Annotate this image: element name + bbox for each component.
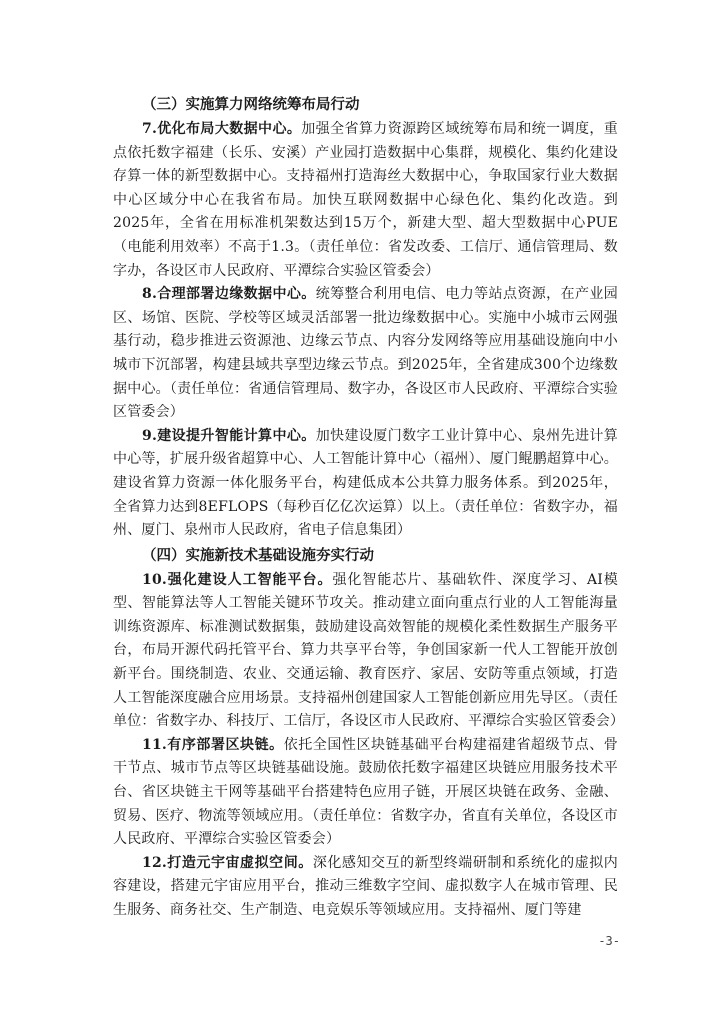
item-body: 依托全国性区块链基础平台构建福建省超级节点、骨干节点、城市节点等区块链基础设施。鼓励依托数字福建区块链应用服务技术平台、省区块链主干网等基础平台搭建特色应用子链，开展区块链在政务、金融、贸易、医疗、物流等领域应用。（责任单位：省数字办，省直有关单位，各设区市人民政府、平潭综合实验区管委会） (113, 736, 618, 848)
item-title: 9.建设提升智能计算中心。 (142, 427, 316, 444)
item-body: 深化感知交互的新型终端研制和系统化的虚拟内容建设，搭建元宇宙应用平台，推动三维数字空间、虚拟数字人在城市管理、民生服务、商务社交、生产制造、电竞娱乐等领域应用。支持福州、厦门等建 (113, 854, 618, 918)
section-3 (113, 92, 618, 543)
item-7 (113, 118, 618, 283)
section-heading: （三）实施算力网络统筹布局行动 (142, 96, 360, 113)
item-11 (113, 734, 618, 852)
document-page (113, 92, 625, 923)
page-number: -3- (598, 934, 620, 948)
item-body: 强化智能芯片、基础软件、深度学习、AI模型、智能算法等人工智能关键环节攻关。推动建立面向重点行业的人工智能海量训练资源库、标准测试数据集，鼓励建设高效智能的规模化柔性数据生产服务平台，布局开源代码托管平台、算力共享平台等，争创国家新一代人工智能开放创新平台。围绕制造、农业、交通运输、教育医疗、家居、安防等重点领域，打造人工智能深度融合应用场景。支持福州创建国家人工智能创新应用先导区。（责任单位：省数字办、科技厅、工信厅，各设区市人民政府、平潭综合实验区管委会） (113, 571, 625, 730)
section-4 (113, 543, 625, 923)
section-heading: （四）实施新技术基础设施夯实行动 (142, 546, 374, 564)
item-title: 10.强化建设人工智能平台。 (142, 571, 333, 588)
item-10 (113, 569, 625, 734)
item-8 (113, 283, 618, 425)
item-12 (113, 852, 618, 923)
item-title: 8.合理部署边缘数据中心。 (142, 286, 316, 303)
item-body: 统筹整合利用电信、电力等站点资源，在产业园区、场馆、医院、学校等区域灵活部署一批边缘数据中心。实施中小城市云网强基行动，稳步推进云资源池、边缘云节点、内容分发网络等应用基础设施向中小城市下沉部署，构建县域共享型边缘云节点。到2025年，全省建成300个边缘数据中心。（责任单位：省通信管理局、数字办，各设区市人民政府、平潭综合实验区管委会） (113, 286, 618, 421)
item-9 (113, 425, 618, 543)
item-body: 加强全省算力资源跨区域统筹布局和统一调度，重点依托数字福建（长乐、安溪）产业园打造数据中心集群，规模化、集约化建设存算一体的新型数据中心。支持福州打造海丝大数据中心，争取国家行业大数据中心区域分中心在我省布局。加快互联网数据中心绿色化、集约化改造。到2025年，全省在用标准机架数达到15万个，新建大型、超大型数据中心PUE（电能利用效率）不高于1.3。（责任单位：省发改委、工信厅、通信管理局、数字办，各设区市人民政府、平潭综合实验区管委会） (113, 121, 618, 279)
item-title: 12.打造元宇宙虚拟空间。 (142, 854, 313, 871)
item-title: 7.优化布局大数据中心。 (142, 121, 302, 137)
item-title: 11.有序部署区块链。 (142, 736, 284, 753)
item-body: 加快建设厦门数字工业计算中心、泉州先进计算中心等，扩展升级省超算中心、人工智能计算中心（福州）、厦门鲲鹏超算中心。建设省算力资源一体化服务平台，构建低成本公共算力服务体系。到2025年，全省算力达到8EFLOPS（每秒百亿亿次运算）以上。（责任单位：省数字办，福州、厦门、泉州市人民政府，省电子信息集团） (113, 427, 618, 539)
